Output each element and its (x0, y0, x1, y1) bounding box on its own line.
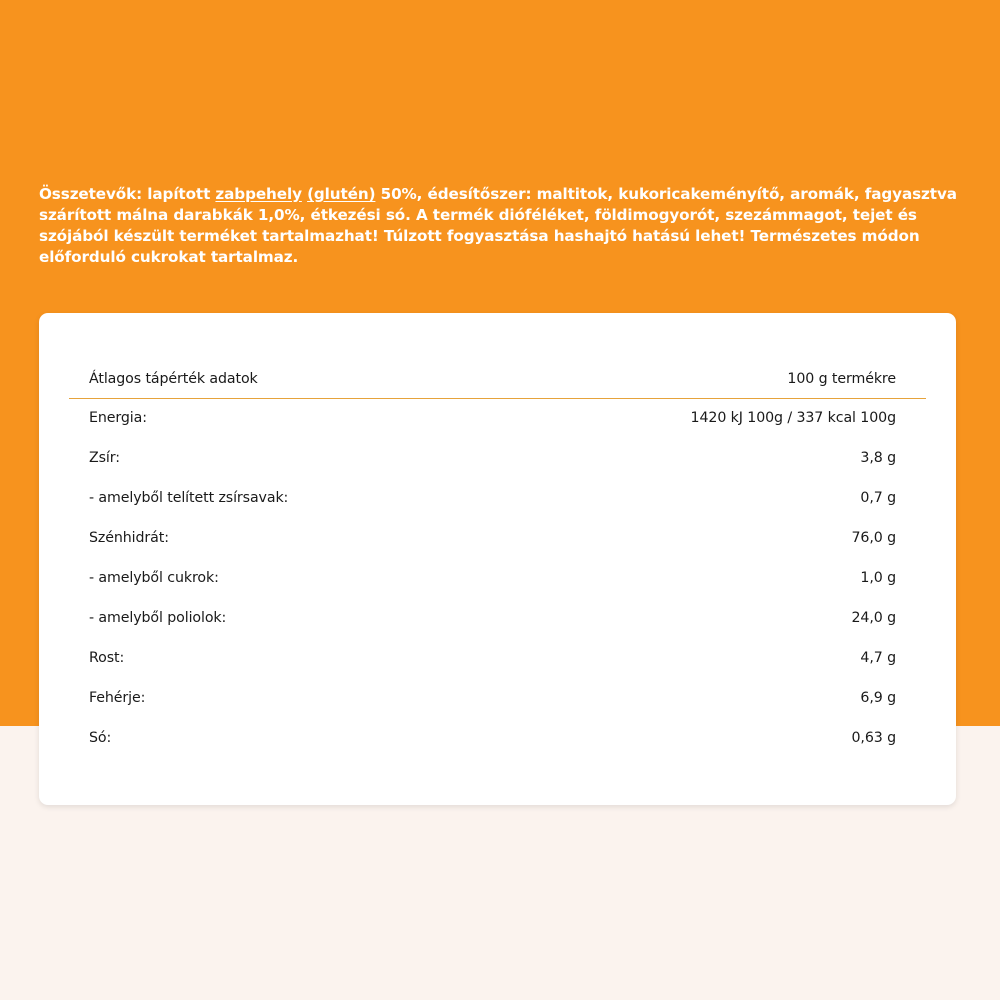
nutrition-header-label: Átlagos tápérték adatok (89, 371, 258, 387)
nutrition-row-salt (89, 728, 896, 748)
nutrition-row-value: 3,8 g (860, 450, 896, 466)
ingredients-text (39, 184, 964, 268)
nutrition-row-value: 6,9 g (860, 690, 896, 706)
nutrition-row-label: Zsír: (89, 450, 120, 466)
nutrition-row-energy (89, 408, 896, 428)
nutrition-row-fibre (89, 648, 896, 668)
nutrition-row-label: - amelyből cukrok: (89, 570, 219, 586)
nutrition-row-label: Rost: (89, 650, 125, 666)
nutrition-row-value: 1,0 g (860, 570, 896, 586)
ingredients-prefix: Összetevők: lapított (39, 185, 216, 203)
nutrition-row-label: Energia: (89, 410, 147, 426)
nutrition-row-value: 4,7 g (860, 650, 896, 666)
nutrition-row-value: 0,63 g (851, 730, 896, 746)
nutrition-header-value: 100 g termékre (787, 371, 896, 387)
nutrition-row-saturated-fat (89, 488, 896, 508)
nutrition-row-value: 0,7 g (860, 490, 896, 506)
nutrition-row-polyols (89, 608, 896, 628)
nutrition-row-value: 24,0 g (851, 610, 896, 626)
nutrition-row-label: - amelyből poliolok: (89, 610, 227, 626)
nutrition-row-label: Szénhidrát: (89, 530, 169, 546)
nutrition-row-label: - amelyből telített zsírsavak: (89, 490, 289, 506)
nutrition-row-fat (89, 448, 896, 468)
nutrition-row-sugars (89, 568, 896, 588)
nutrition-card (39, 313, 956, 805)
nutrition-header-row (89, 369, 896, 389)
nutrition-row-value: 1420 kJ 100g / 337 kcal 100g (690, 410, 896, 426)
nutrition-row-carbohydrate (89, 528, 896, 548)
nutrition-row-protein (89, 688, 896, 708)
nutrition-row-label: Só: (89, 730, 112, 746)
nutrition-row-label: Fehérje: (89, 690, 146, 706)
allergen-oat: zabpehely (215, 185, 302, 203)
allergen-gluten: (glutén) (307, 185, 376, 203)
ingredients-rest: 50%, édesítőszer: maltitok, kukoricakeményítő, aromák, fagyasztva szárított málna darabkák 1,0%, étkezési só. A termék dióféléket, földimogyorót, szezámmagot, tejet és szójából készült terméket tartalmazhat! Túlzott fogyasztása hashajtó hatású lehet! Természetes módon előforduló cukrokat tartalmaz. (39, 185, 957, 266)
nutrition-row-value: 76,0 g (851, 530, 896, 546)
